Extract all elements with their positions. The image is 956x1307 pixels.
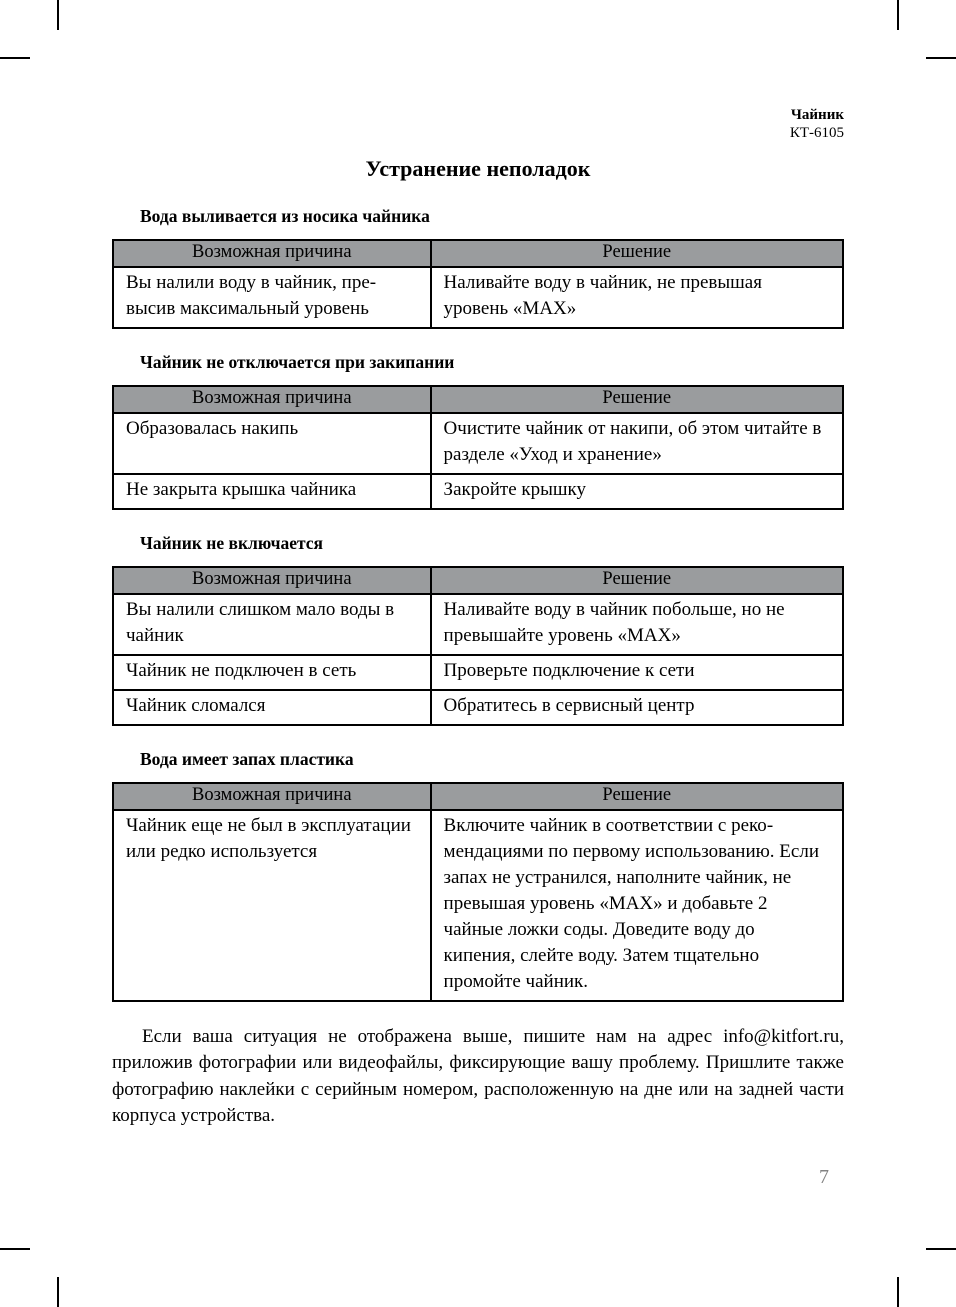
cause-cell: Чайник не подключен в сеть: [113, 655, 431, 690]
solution-cell: Наливайте воду в чайник, не превышая уровень «MAX»: [431, 267, 843, 328]
table-header-row: [113, 240, 843, 267]
crop-mark-top-right-horizontal: [926, 57, 956, 59]
cause-cell: Чайник еще не был в эксплуатации или редко используется: [113, 810, 431, 1001]
model-number: КТ-6105: [789, 125, 844, 142]
crop-mark-top-right-vertical: [897, 0, 899, 30]
trouble-table-not-turning-on: [112, 566, 844, 726]
page-number: 7: [819, 1166, 829, 1188]
section-heading-no-auto-off: Чайник не отключается при закипании: [140, 351, 455, 372]
product-name: Чайник: [790, 107, 844, 123]
table-row: [113, 267, 843, 328]
table-row: [113, 474, 843, 509]
cause-cell: Не закрыта крышка чайника: [113, 474, 431, 509]
table-header-row: [113, 386, 843, 413]
table-row: [113, 655, 843, 690]
section-heading-water-spills: Вода выливается из носика чайника: [140, 205, 430, 226]
solution-cell: Наливайте воду в чайник побольше, но не превышайте уровень «MAX»: [431, 594, 843, 655]
section-heading-plastic-smell: Вода имеет запах пластика: [140, 748, 354, 769]
trouble-table-no-auto-off: [112, 385, 844, 510]
cause-cell: Вы налили слишком мало воды в чайник: [113, 594, 431, 655]
trouble-table-water-spills: [112, 239, 844, 329]
support-contact-paragraph: Если ваша ситуация не отображена выше, пишите нам на адрес info@kitfort.ru, приложив фотографии или видеофайлы, фиксирующие вашу проблему. Пришлите также фотографию наклейки с серийным номером, расположенную на дне или на задней части корпуса устройства.: [112, 1025, 844, 1127]
crop-mark-top-left-horizontal: [0, 57, 30, 59]
cause-cell: Образовалась накипь: [113, 413, 431, 474]
column-header-cause: Возможная причина: [113, 783, 431, 810]
column-header-solution: Решение: [431, 386, 843, 413]
solution-cell: Обратитесь в сервисный центр: [431, 690, 843, 725]
section-heading-not-turning-on: Чайник не включается: [140, 532, 324, 553]
column-header-cause: Возможная причина: [113, 386, 431, 413]
cause-cell: Вы налили воду в чайник, превысив максимальный уровень: [113, 267, 431, 328]
column-header-solution: Решение: [431, 240, 843, 267]
table-header-row: [113, 567, 843, 594]
doc-header: [112, 106, 844, 143]
crop-mark-top-left-vertical: [57, 0, 59, 30]
page-content: [112, 106, 844, 1130]
crop-mark-bottom-right-horizontal: [926, 1248, 956, 1250]
crop-mark-bottom-left-horizontal: [0, 1248, 30, 1250]
solution-cell: Очистите чайник от накипи, об этом читайте в разделе «Уход и хранение»: [431, 413, 843, 474]
column-header-solution: Решение: [431, 783, 843, 810]
table-header-row: [113, 783, 843, 810]
crop-mark-bottom-right-vertical: [897, 1277, 899, 1307]
solution-cell: Включите чайник в соответствии с рекомендациями по первому использованию. Если запах не устранился, наполните чайник, не превышая уровень «MAX» и добавьте 2 чайные ложки соды. Доведите воду до кипения, слейте воду. Затем тщательно промойте чайник.: [431, 810, 843, 1001]
page-title: Устранение неполадок: [365, 155, 591, 181]
table-row: [113, 413, 843, 474]
trouble-table-plastic-smell: [112, 782, 844, 1002]
table-row: [113, 594, 843, 655]
table-row: [113, 810, 843, 1001]
crop-mark-bottom-left-vertical: [57, 1277, 59, 1307]
column-header-solution: Решение: [431, 567, 843, 594]
solution-cell: Проверьте подключение к сети: [431, 655, 843, 690]
cause-cell: Чайник сломался: [113, 690, 431, 725]
table-row: [113, 690, 843, 725]
solution-cell: Закройте крышку: [431, 474, 843, 509]
column-header-cause: Возможная причина: [113, 567, 431, 594]
column-header-cause: Возможная причина: [113, 240, 431, 267]
